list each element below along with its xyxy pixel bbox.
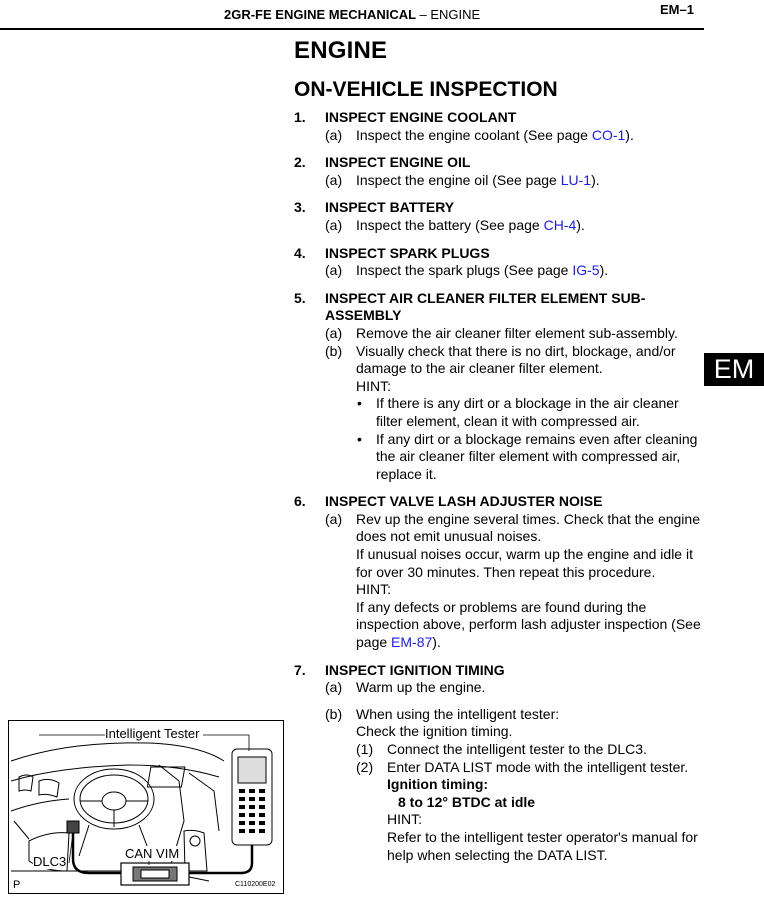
list-item: • If there is any dirt or a blockage in the air cleaner filter element, clean it with compressed air. <box>357 395 679 429</box>
label-can-vim: CAN VIM <box>125 846 180 861</box>
step-title: INSPECT IGNITION TIMING <box>325 661 505 678</box>
step-2: 2. INSPECT ENGINE OIL (a) Inspect the engine oil (See page LU-1). <box>294 154 704 189</box>
step-title: INSPECT VALVE LASH ADJUSTER NOISE <box>325 493 603 510</box>
spec-label: Ignition timing: <box>387 776 489 793</box>
list-item: (1) Connect the intelligent tester to the DLC3. <box>356 741 647 757</box>
step-1: 1. INSPECT ENGINE COOLANT (a) Inspect the engine coolant (See page CO-1). <box>294 109 704 144</box>
hint-label: HINT: <box>356 581 391 598</box>
hint-label: HINT: <box>387 811 422 828</box>
step-title: INSPECT AIR CLEANER FILTER ELEMENT SUB-ASSEMBLY <box>325 289 646 324</box>
figure-code: C110200E02 <box>235 881 276 888</box>
step-title: INSPECT ENGINE OIL <box>325 154 471 171</box>
page-number: EM–1 <box>660 2 694 17</box>
step-4: 4. INSPECT SPARK PLUGS (a) Inspect the spark plugs (See page IG-5). <box>294 245 704 280</box>
figure-p-mark: P <box>13 879 21 891</box>
procedure-content <box>294 109 704 874</box>
page-header <box>0 0 704 30</box>
list-item: • If any dirt or a blockage remains even after cleaning the air cleaner filter element with compressed air, replace it. <box>357 430 698 482</box>
step-5: 5. INSPECT AIR CLEANER FILTER ELEMENT SUB-ASSEMBLY (a) Remove the air cleaner filter element sub-assembly. (b) Visually check that there is no dirt, blockage, and/or damage to the air cleaner filter element. HINT: • If there is any dirt or a blockage in the air cleaner filter element, clean it with compressed air. • If any dirt or a blockage remains even after cleaning the air cleaner filter element with compressed air, replace it. <box>294 290 704 484</box>
list-item: (2) Enter DATA LIST mode with the intelligent tester. Ignition timing: 8 to 12° BTDC at idle HINT: Refer to the intelligent tester operator's manual for help when selecting the DATA LIST. <box>356 759 704 865</box>
label-intelligent-tester: Intelligent Tester <box>105 726 200 741</box>
dlc3-connector <box>67 821 79 833</box>
label-dlc3: DLC3 <box>33 854 67 869</box>
subsection-title: ON-VEHICLE INSPECTION <box>294 78 558 101</box>
step-title: INSPECT SPARK PLUGS <box>325 244 490 261</box>
page-link-ch-4[interactable]: CH-4 <box>543 216 577 233</box>
section-tab: EM <box>704 353 764 386</box>
page-link-lu-1[interactable]: LU-1 <box>560 171 592 188</box>
header-title: 2GR-FE ENGINE MECHANICAL – ENGINE <box>224 7 481 22</box>
step-6: 6. INSPECT VALVE LASH ADJUSTER NOISE (a) Rev up the engine several times. Check that the engine does not emit unusual noises. If unusual noises occur, warm up the engine and idle it for over 30 minutes. Then repeat this procedure. HINT: If any defects or problems are found during the inspection above, perform lash adjuster inspection (See page EM-87). <box>294 493 704 651</box>
hint-label: HINT: <box>356 377 391 394</box>
page-link-co-1[interactable]: CO-1 <box>591 126 626 143</box>
page-link-ig-5[interactable]: IG-5 <box>572 262 600 279</box>
page-link-em-87[interactable]: EM-87 <box>391 634 433 651</box>
step-title: INSPECT BATTERY <box>325 199 455 216</box>
figure-intelligent-tester <box>8 720 284 894</box>
section-title: ENGINE <box>294 37 388 64</box>
step-7: 7. INSPECT IGNITION TIMING (a) Warm up the engine. (b) When using the intelligent tester: Check the ignition timing. (1) Connect the intelligent tester to the DLC3. (2) Enter DATA LIST mode with the intelligent tester. Ignition timing: 8 to 12° BTDC at idle HINT: Refer to the intelligent tester operator's manual for help when selecting the DATA LIST. <box>294 662 704 865</box>
can-vim-module <box>121 863 189 885</box>
spec-value: 8 to 12° BTDC at idle <box>398 793 536 810</box>
step-title: INSPECT ENGINE COOLANT <box>325 109 517 125</box>
step-3: 3. INSPECT BATTERY (a) Inspect the battery (See page CH-4). <box>294 199 704 234</box>
tester-device <box>232 749 272 845</box>
